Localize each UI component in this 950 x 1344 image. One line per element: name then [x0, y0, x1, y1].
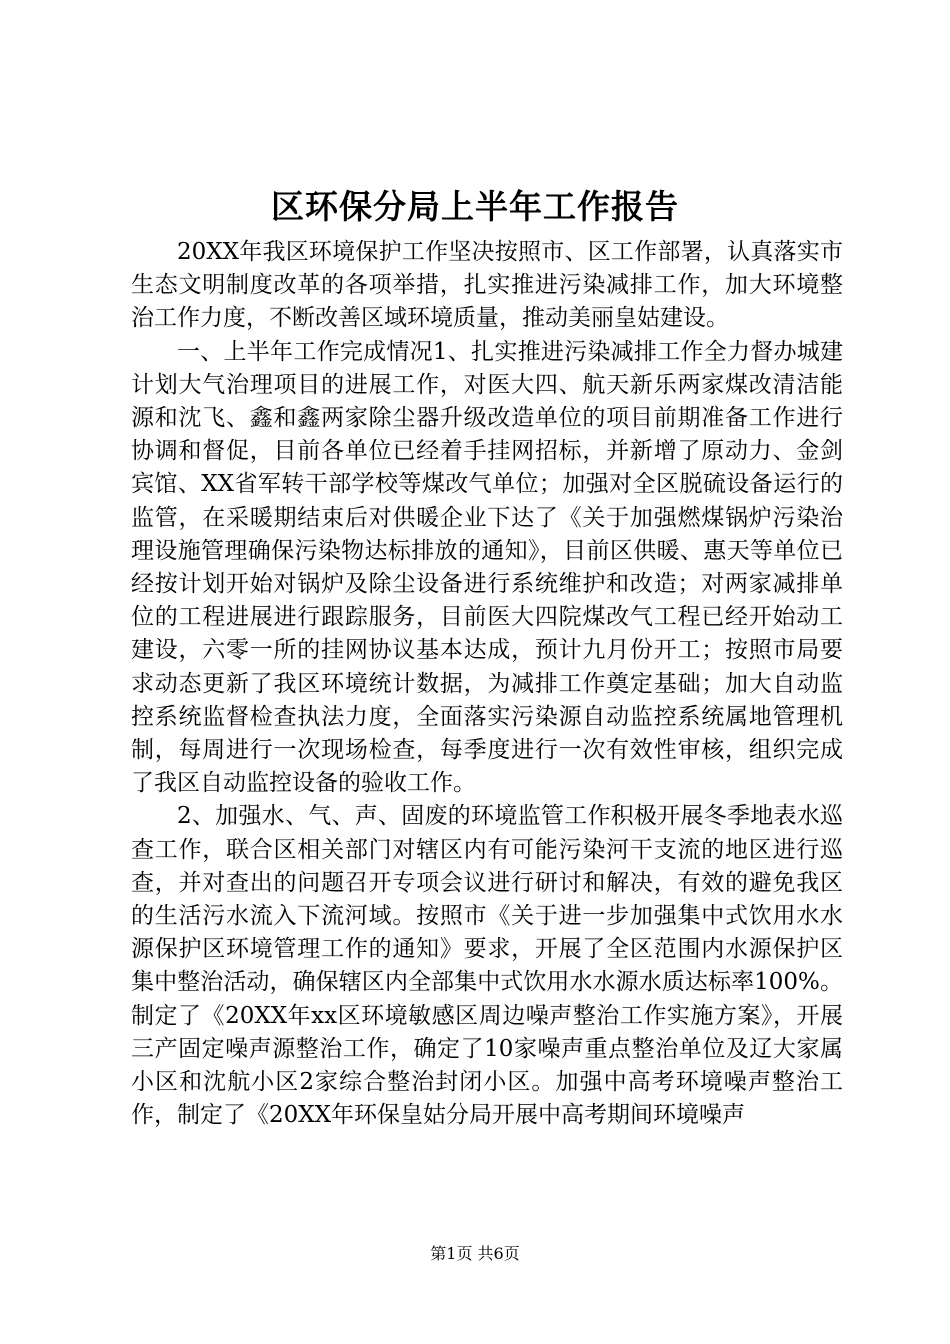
- document-body: [131, 236, 843, 1132]
- document-title: 区环保分局上半年工作报告: [271, 187, 679, 226]
- paragraph-section-one: 一、上半年工作完成情况1、扎实推进污染减排工作全力督办城建计划大气治理项目的进展工作，对医大四、航天新乐两家煤改清洁能源和沈飞、鑫和鑫两家除尘器升级改造单位的项目前期准备工作进行协调和督促，目前各单位已经着手挂网招标，并新增了原动力、金剑宾馆、XX省军转干部学校等煤改气单位；加强对全区脱硫设备运行的监管，在采暖期结束后对供暖企业下达了《关于加强燃煤锅炉污染治理设施管理确保污染物达标排放的通知》，目前区供暖、惠天等单位已经按计划开始对锅炉及除尘设备进行系统维护和改造；对两家减排单位的工程进展进行跟踪服务，目前医大四院煤改气工程已经开始动工建设，六零一所的挂网协议基本达成，预计九月份开工；按照市局要求动态更新了我区环境统计数据，为减排工作奠定基础；加大自动监控系统监督检查执法力度，全面落实污染源自动监控系统属地管理机制，每周进行一次现场检查，每季度进行一次有效性审核，组织完成了我区自动监控设备的验收工作。: [131, 338, 843, 797]
- page-number-footer: 第1页 共6页: [430, 1244, 520, 1263]
- paragraph-section-two: 2、加强水、气、声、固废的环境监管工作积极开展冬季地表水巡查工作，联合区相关部门对辖区内有可能污染河干支流的地区进行巡查，并对查出的问题召开专项会议进行研讨和解决，有效的避免我区的生活污水流入下流河域。按照市《关于进一步加强集中式饮用水水源保护区环境管理工作的通知》要求，开展了全区范围内水源保护区集中整治活动，确保辖区内全部集中式饮用水水源水质达标率100%。制定了《20XX年xx区环境敏感区周边噪声整治工作实施方案》，开展三产固定噪声源整治工作，确定了10家噪声重点整治单位及辽大家属小区和沈航小区2家综合整治封闭小区。加强中高考环境噪声整治工作，制定了《20XX年环保皇姑分局开展中高考期间环境噪声: [131, 803, 843, 1129]
- paragraph-intro: 20XX年我区环境保护工作坚决按照市、区工作部署，认真落实市生态文明制度改革的各项举措，扎实推进污染减排工作，加大环境整治工作力度，不断改善区域环境质量，推动美丽皇姑建设。: [131, 239, 843, 332]
